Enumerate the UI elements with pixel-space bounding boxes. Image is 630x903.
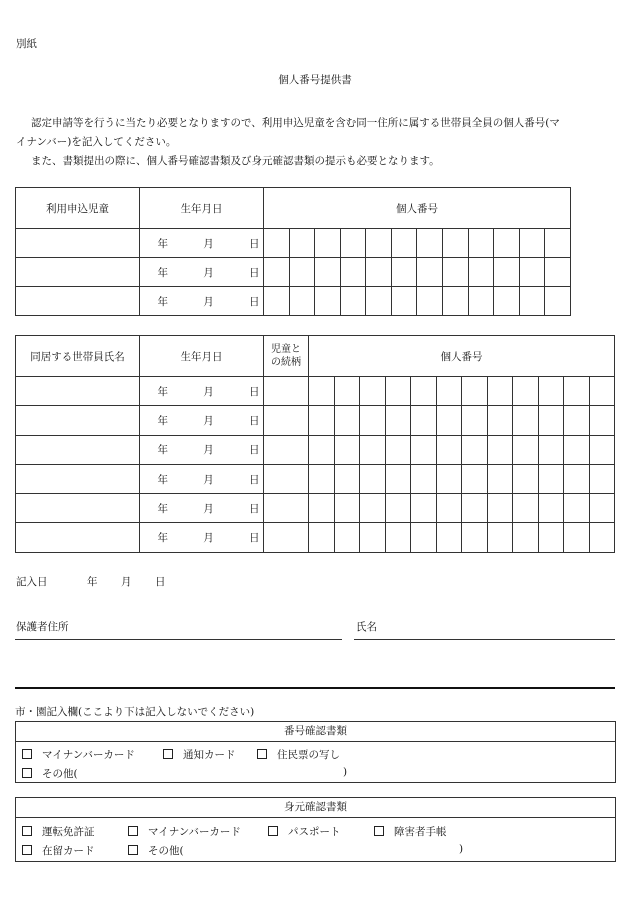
number-digit-cell[interactable] [385,494,411,523]
relation-cell[interactable] [264,377,309,406]
other-close-paren: ) [459,843,464,855]
number-digit-cell[interactable] [538,464,564,493]
checkbox-label: パスポート [288,826,341,838]
number-digit-cell[interactable] [411,464,437,493]
checkbox-resident-copy[interactable] [257,747,340,762]
number-digit-cell[interactable] [436,377,462,406]
number-digit-cell[interactable] [309,523,335,552]
number-digit-cell[interactable] [360,523,386,552]
table-row [16,287,571,316]
table-row [16,258,571,287]
date-month: 月 [203,385,214,398]
entry-date-day: 日 [155,576,166,588]
number-digit-cell[interactable] [289,258,315,287]
number-digit-cell[interactable] [564,406,590,435]
date-year: 年 [157,532,168,545]
number-digit-cell[interactable] [385,464,411,493]
number-digit-cell[interactable] [564,377,590,406]
household-number-table [15,335,615,553]
number-digit-cell[interactable] [391,287,417,316]
relation-cell[interactable] [264,406,309,435]
number-digit-cell[interactable] [564,523,590,552]
number-digit-cell[interactable] [315,258,341,287]
number-digit-cell[interactable] [436,464,462,493]
number-digit-cell[interactable] [315,287,341,316]
col-number-header: 個人番号 [309,336,615,377]
relation-cell[interactable] [264,464,309,493]
identity-docs-box [15,797,616,862]
number-digit-cell[interactable] [462,523,488,552]
number-digit-cell[interactable] [589,406,615,435]
checkbox-drivers-license[interactable] [22,824,95,839]
table-row [16,464,615,493]
date-year: 年 [157,502,168,515]
number-digit-cell[interactable] [334,377,360,406]
number-digit-cell[interactable] [519,229,545,258]
number-digit-cell[interactable] [436,406,462,435]
checkbox-notification-card[interactable] [163,747,236,762]
number-digit-cell[interactable] [589,377,615,406]
checkbox-icon[interactable] [22,768,32,778]
checkbox-label: 通知カード [183,749,236,761]
birth-date-cell[interactable] [140,523,264,552]
number-digit-cell[interactable] [564,435,590,464]
number-digit-cell[interactable] [487,523,513,552]
number-digit-cell[interactable] [513,406,539,435]
checkbox-other[interactable] [22,766,78,781]
birth-date-cell[interactable] [140,229,264,258]
col-number-header: 個人番号 [264,188,571,229]
table-header-row [16,336,615,377]
number-digit-cell[interactable] [513,494,539,523]
date-month: 月 [203,444,214,457]
number-digit-cell[interactable] [443,287,469,316]
number-digit-cell[interactable] [462,464,488,493]
checkbox-residence-card[interactable] [22,843,95,858]
number-digit-cell[interactable] [436,435,462,464]
date-year: 年 [157,266,168,279]
entry-date-month: 月 [121,576,132,588]
table-header-row [16,188,571,229]
checkbox-label: その他( [42,768,78,780]
checkbox-icon[interactable] [268,826,278,836]
entry-date-label: 記入日 [16,576,48,588]
number-digit-cell[interactable] [519,287,545,316]
number-digit-cell[interactable] [340,229,366,258]
table-row [16,523,615,552]
number-digit-cell[interactable] [443,258,469,287]
intro-line-3: また、書類提出の際に、個人番号確認書類及び身元確認書類の提示も必要となります。 [31,155,440,167]
guardian-address-label: 保護者住所 [16,621,69,633]
entry-date-year: 年 [87,576,98,588]
number-digit-cell[interactable] [411,523,437,552]
number-digit-cell[interactable] [538,523,564,552]
number-digit-cell[interactable] [366,258,392,287]
checkbox-other[interactable] [128,843,184,858]
number-digit-cell[interactable] [494,229,520,258]
number-digit-cell[interactable] [538,406,564,435]
number-digit-cell[interactable] [545,258,571,287]
checkbox-label: マイナンバーカード [42,749,135,761]
number-digit-cell[interactable] [391,258,417,287]
number-digit-cell[interactable] [513,464,539,493]
number-digit-cell[interactable] [564,464,590,493]
child-number-table [15,187,571,316]
member-name-cell[interactable] [16,377,140,406]
number-digit-cell[interactable] [385,435,411,464]
number-docs-box [15,721,616,783]
number-digit-cell[interactable] [366,287,392,316]
number-digit-cell[interactable] [385,406,411,435]
birth-date-cell[interactable] [140,435,264,464]
date-year: 年 [157,444,168,457]
name-line[interactable] [354,639,615,640]
number-digit-cell[interactable] [589,523,615,552]
number-digit-cell[interactable] [334,435,360,464]
number-digit-cell[interactable] [417,287,443,316]
attachment-label: 別紙 [16,38,37,50]
child-name-cell[interactable] [16,287,140,316]
checkbox-icon[interactable] [257,749,267,759]
number-digit-cell[interactable] [417,258,443,287]
number-digit-cell[interactable] [494,287,520,316]
intro-line-2: イナンバー)を記入してください。 [16,136,177,148]
number-docs-title: 番号確認書類 [16,722,615,742]
col-relation-header [264,336,309,377]
number-digit-cell[interactable] [519,258,545,287]
member-name-cell[interactable] [16,494,140,523]
number-digit-cell[interactable] [264,258,290,287]
number-digit-cell[interactable] [289,229,315,258]
child-name-cell[interactable] [16,258,140,287]
checkbox-mynumber-card[interactable] [22,747,135,762]
table-row [16,377,615,406]
checkbox-icon[interactable] [163,749,173,759]
date-year: 年 [157,295,168,308]
checkbox-passport[interactable] [268,824,341,839]
number-digit-cell[interactable] [513,523,539,552]
number-digit-cell[interactable] [468,229,494,258]
date-year: 年 [157,237,168,250]
date-month: 月 [203,473,214,486]
number-digit-cell[interactable] [309,494,335,523]
date-day: 日 [249,237,260,250]
number-digit-cell[interactable] [360,377,386,406]
relation-cell[interactable] [264,435,309,464]
table-row [16,494,615,523]
checkbox-label: 住民票の写し [277,749,340,761]
number-digit-cell[interactable] [487,377,513,406]
date-month: 月 [203,502,214,515]
number-digit-cell[interactable] [411,435,437,464]
number-digit-cell[interactable] [513,435,539,464]
relation-cell[interactable] [264,523,309,552]
checkbox-label: 在留カード [42,845,95,857]
checkbox-mynumber-card[interactable] [128,824,241,839]
date-day: 日 [249,502,260,515]
checkbox-label: 障害者手帳 [394,826,447,838]
number-digit-cell[interactable] [264,287,290,316]
number-digit-cell[interactable] [564,494,590,523]
date-day: 日 [249,473,260,486]
date-month: 月 [203,266,214,279]
date-year: 年 [157,385,168,398]
number-digit-cell[interactable] [589,435,615,464]
number-digit-cell[interactable] [487,494,513,523]
checkbox-label: 運転免許証 [42,826,95,838]
number-digit-cell[interactable] [360,464,386,493]
member-name-cell[interactable] [16,523,140,552]
birth-date-cell[interactable] [140,258,264,287]
number-digit-cell[interactable] [385,523,411,552]
date-day: 日 [249,414,260,427]
intro-line-1: 認定申請等を行うに当たり必要となりますので、利用申込児童を含む同一住所に属する世帯員全員の個人番号(マ [31,117,560,129]
date-month: 月 [203,237,214,250]
number-digit-cell[interactable] [487,406,513,435]
number-digit-cell[interactable] [309,435,335,464]
number-digit-cell[interactable] [436,494,462,523]
number-digit-cell[interactable] [366,229,392,258]
col-member-header: 同居する世帯員氏名 [16,336,140,377]
name-label: 氏名 [356,621,377,633]
date-day: 日 [249,385,260,398]
number-digit-cell[interactable] [340,258,366,287]
number-digit-cell[interactable] [340,287,366,316]
number-digit-cell[interactable] [513,377,539,406]
relation-header-line-1: 児童と [271,344,301,355]
number-digit-cell[interactable] [589,494,615,523]
birth-date-cell[interactable] [140,494,264,523]
checkbox-label: その他( [148,845,184,857]
number-digit-cell[interactable] [462,494,488,523]
table-row [16,435,615,464]
relation-cell[interactable] [264,494,309,523]
number-digit-cell[interactable] [436,523,462,552]
number-digit-cell[interactable] [589,464,615,493]
relation-header-line-2: の続柄 [271,357,301,368]
checkbox-icon[interactable] [128,826,138,836]
number-digit-cell[interactable] [462,377,488,406]
number-digit-cell[interactable] [538,435,564,464]
birth-date-cell[interactable] [140,377,264,406]
number-digit-cell[interactable] [264,229,290,258]
number-digit-cell[interactable] [360,435,386,464]
number-digit-cell[interactable] [417,229,443,258]
member-name-cell[interactable] [16,406,140,435]
checkbox-icon[interactable] [22,845,32,855]
number-digit-cell[interactable] [360,406,386,435]
number-digit-cell[interactable] [487,435,513,464]
checkbox-icon[interactable] [128,845,138,855]
number-digit-cell[interactable] [411,494,437,523]
col-birth-header: 生年月日 [140,188,264,229]
member-name-cell[interactable] [16,435,140,464]
number-digit-cell[interactable] [545,287,571,316]
number-digit-cell[interactable] [538,494,564,523]
number-digit-cell[interactable] [309,377,335,406]
guardian-address-line[interactable] [15,639,342,640]
checkbox-icon[interactable] [22,749,32,759]
date-month: 月 [203,295,214,308]
number-digit-cell[interactable] [334,523,360,552]
checkbox-disability-book[interactable] [374,824,447,839]
number-digit-cell[interactable] [360,494,386,523]
date-year: 年 [157,414,168,427]
date-day: 日 [249,295,260,308]
checkbox-icon[interactable] [22,826,32,836]
document-title: 個人番号提供書 [278,74,352,86]
col-child-header: 利用申込児童 [16,188,140,229]
office-use-note: 市・園記入欄(ここより下は記入しないでください) [15,706,255,718]
number-digit-cell[interactable] [468,258,494,287]
number-digit-cell[interactable] [468,287,494,316]
date-month: 月 [203,414,214,427]
date-day: 日 [249,532,260,545]
other-close-paren: ) [343,766,348,778]
number-digit-cell[interactable] [494,258,520,287]
number-digit-cell[interactable] [309,464,335,493]
number-digit-cell[interactable] [487,464,513,493]
number-digit-cell[interactable] [391,229,417,258]
date-month: 月 [203,532,214,545]
number-digit-cell[interactable] [309,406,335,435]
number-digit-cell[interactable] [334,464,360,493]
table-row [16,229,571,258]
number-digit-cell[interactable] [462,435,488,464]
checkbox-label: マイナンバーカード [148,826,241,838]
number-digit-cell[interactable] [315,229,341,258]
birth-date-cell[interactable] [140,464,264,493]
date-day: 日 [249,444,260,457]
date-year: 年 [157,473,168,486]
birth-date-cell[interactable] [140,287,264,316]
member-name-cell[interactable] [16,464,140,493]
number-digit-cell[interactable] [289,287,315,316]
table-row [16,406,615,435]
number-digit-cell[interactable] [538,377,564,406]
section-divider [15,687,615,689]
number-digit-cell[interactable] [545,229,571,258]
date-day: 日 [249,266,260,279]
identity-docs-title: 身元確認書類 [16,798,615,818]
birth-date-cell[interactable] [140,406,264,435]
child-name-cell[interactable] [16,229,140,258]
number-digit-cell[interactable] [443,229,469,258]
number-digit-cell[interactable] [462,406,488,435]
checkbox-icon[interactable] [374,826,384,836]
number-digit-cell[interactable] [334,494,360,523]
number-digit-cell[interactable] [334,406,360,435]
col-birth-header: 生年月日 [140,336,264,377]
number-digit-cell[interactable] [385,377,411,406]
number-digit-cell[interactable] [411,406,437,435]
number-digit-cell[interactable] [411,377,437,406]
